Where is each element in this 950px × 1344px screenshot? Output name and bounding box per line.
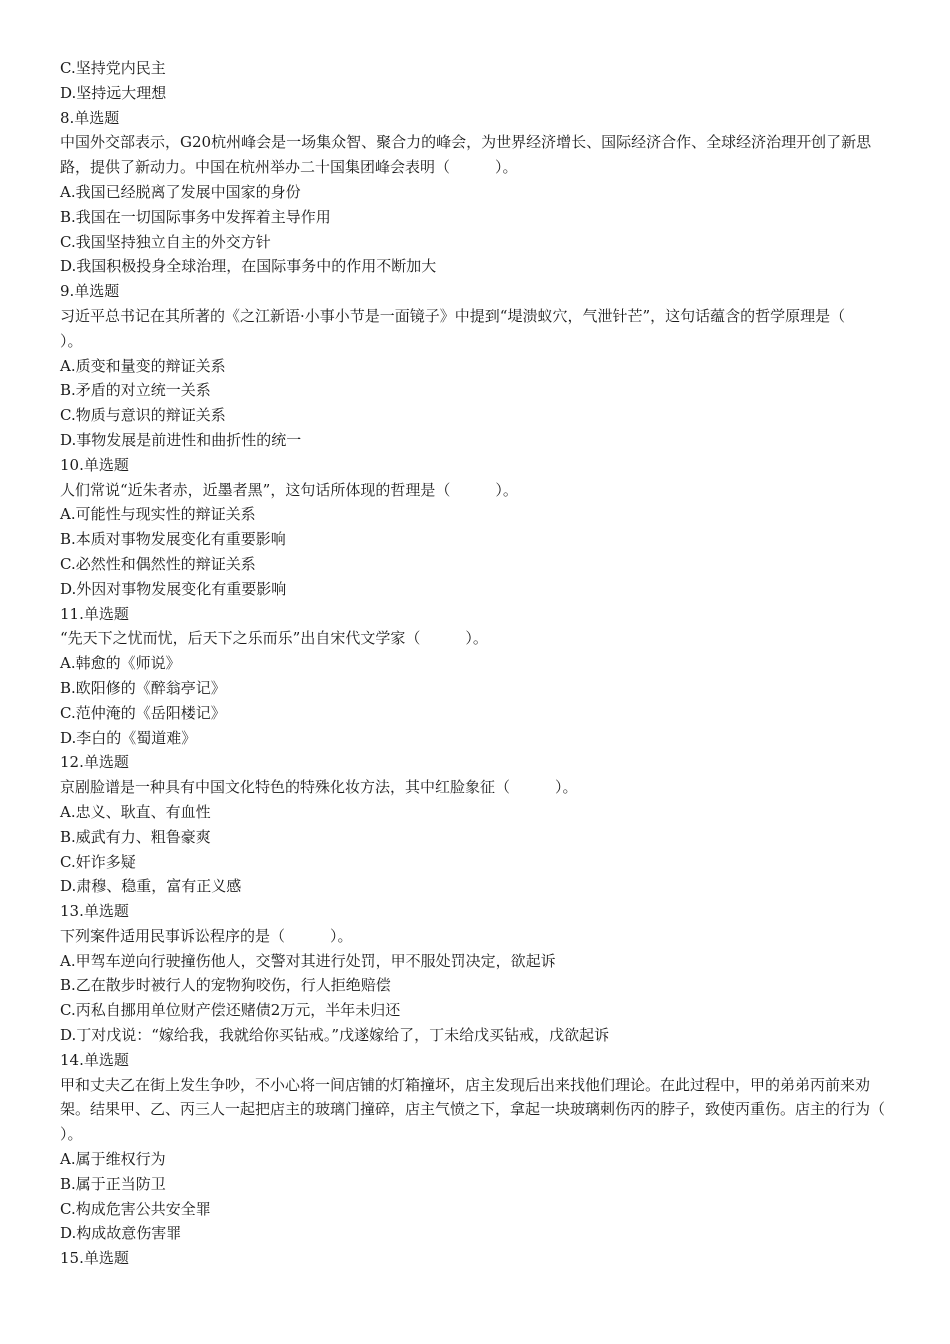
option-line: B.属于正当防卫 xyxy=(60,1174,166,1193)
question-stem: 人们常说“近朱者赤，近墨者黑”，这句话所体现的哲理是（ ）。 xyxy=(60,480,518,499)
option-line: D.外因对事物发展变化有重要影响 xyxy=(60,579,287,598)
question-heading: 14.单选题 xyxy=(60,1050,129,1069)
option-line: C.丙私自挪用单位财产偿还赌债2万元，半年未归还 xyxy=(60,1001,401,1020)
question-heading: 12.单选题 xyxy=(60,753,129,772)
option-line: A.可能性与现实性的辩证关系 xyxy=(60,505,256,524)
question-10 xyxy=(60,453,895,602)
option-line: D.肃穆、稳重，富有正义感 xyxy=(60,877,242,896)
option-line: A.我国已经脱离了发展中国家的身份 xyxy=(60,182,301,201)
option-line: B.乙在散步时被行人的宠物狗咬伤，行人拒绝赔偿 xyxy=(60,976,391,995)
question-stem: “先天下之忧而忧，后天下之乐而乐”出自宋代文学家（ ）。 xyxy=(60,629,488,648)
question-heading: 15.单选题 xyxy=(60,1249,129,1268)
question-11 xyxy=(60,602,895,751)
option-line: D.丁对戊说：“嫁给我，我就给你买钻戒。”戊遂嫁给了，丁未给戊买钻戒，戊欲起诉 xyxy=(60,1026,610,1045)
question-heading: 10.单选题 xyxy=(60,455,129,474)
question-heading: 11.单选题 xyxy=(60,604,129,623)
option-line: D.事物发展是前进性和曲折性的统一 xyxy=(60,430,302,449)
question-14 xyxy=(60,1048,931,1246)
question-13 xyxy=(60,899,895,1048)
option-line: D.李白的《蜀道难》 xyxy=(60,728,197,747)
question-stem: 习近平总书记在其所著的《之江新语·小事小节是一面镜子》中提到“堤溃蚁穴，气泄针芒”，这句话蕴含的哲学原理是（ ）。 xyxy=(60,306,891,350)
question-8 xyxy=(60,106,895,280)
option-line: A.质变和量变的辩证关系 xyxy=(60,356,226,375)
option-line: B.我国在一切国际事务中发挥着主导作用 xyxy=(60,207,331,226)
question-12 xyxy=(60,750,895,899)
question-stem: 中国外交部表示，G20杭州峰会是一场集众智、聚合力的峰会，为世界经济增长、国际经济合作、全球经济治理开创了新思路，提供了新动力。中国在杭州举办二十国集团峰会表明（ ）。 xyxy=(60,133,872,177)
option-line: B.欧阳修的《醉翁亭记》 xyxy=(60,678,226,697)
question-heading: 13.单选题 xyxy=(60,902,129,921)
question-15 xyxy=(60,1246,895,1271)
option-line: B.威武有力、粗鲁豪爽 xyxy=(60,827,211,846)
option-line: C.物质与意识的辩证关系 xyxy=(60,406,226,425)
option-line: A.属于维权行为 xyxy=(60,1150,166,1169)
question-stem: 下列案件适用民事诉讼程序的是（ ）。 xyxy=(60,926,353,945)
option-line: D.我国积极投身全球治理，在国际事务中的作用不断加大 xyxy=(60,257,437,276)
document-page xyxy=(60,56,931,1271)
option-line: C.我国坚持独立自主的外交方针 xyxy=(60,232,271,251)
option-line: A.韩愈的《师说》 xyxy=(60,654,181,673)
option-line: C.范仲淹的《岳阳楼记》 xyxy=(60,703,226,722)
option-line: C.构成危害公共安全罪 xyxy=(60,1199,211,1218)
question-heading: 9.单选题 xyxy=(60,282,120,301)
question-stem: 京剧脸谱是一种具有中国文化特色的特殊化妆方法，其中红脸象征（ ）。 xyxy=(60,778,578,797)
option-line: D.坚持远大理想 xyxy=(60,83,167,102)
question-9 xyxy=(60,279,895,453)
option-line: C.奸诈多疑 xyxy=(60,852,136,871)
option-line: B.矛盾的对立统一关系 xyxy=(60,381,211,400)
question-stem: 甲和丈夫乙在街上发生争吵，不小心将一间店铺的灯箱撞坏，店主发现后出来找他们理论。在此过程中，甲的弟弟丙前来劝架。结果甲、乙、丙三人一起把店主的玻璃门撞碎，店主气愤之下，拿起一块玻璃刺伤丙的脖子，致使丙重伤。店主的行为（ ）。 xyxy=(60,1075,931,1144)
option-line: B.本质对事物发展变化有重要影响 xyxy=(60,530,286,549)
option-line: C.坚持党内民主 xyxy=(60,59,166,77)
option-line: C.必然性和偶然性的辩证关系 xyxy=(60,554,256,573)
question-heading: 8.单选题 xyxy=(60,108,120,127)
option-line: A.忠义、耿直、有血性 xyxy=(60,802,211,821)
option-line: A.甲驾车逆向行驶撞伤他人，交警对其进行处罚，甲不服处罚决定，欲起诉 xyxy=(60,951,556,970)
option-line: D.构成故意伤害罪 xyxy=(60,1224,182,1243)
